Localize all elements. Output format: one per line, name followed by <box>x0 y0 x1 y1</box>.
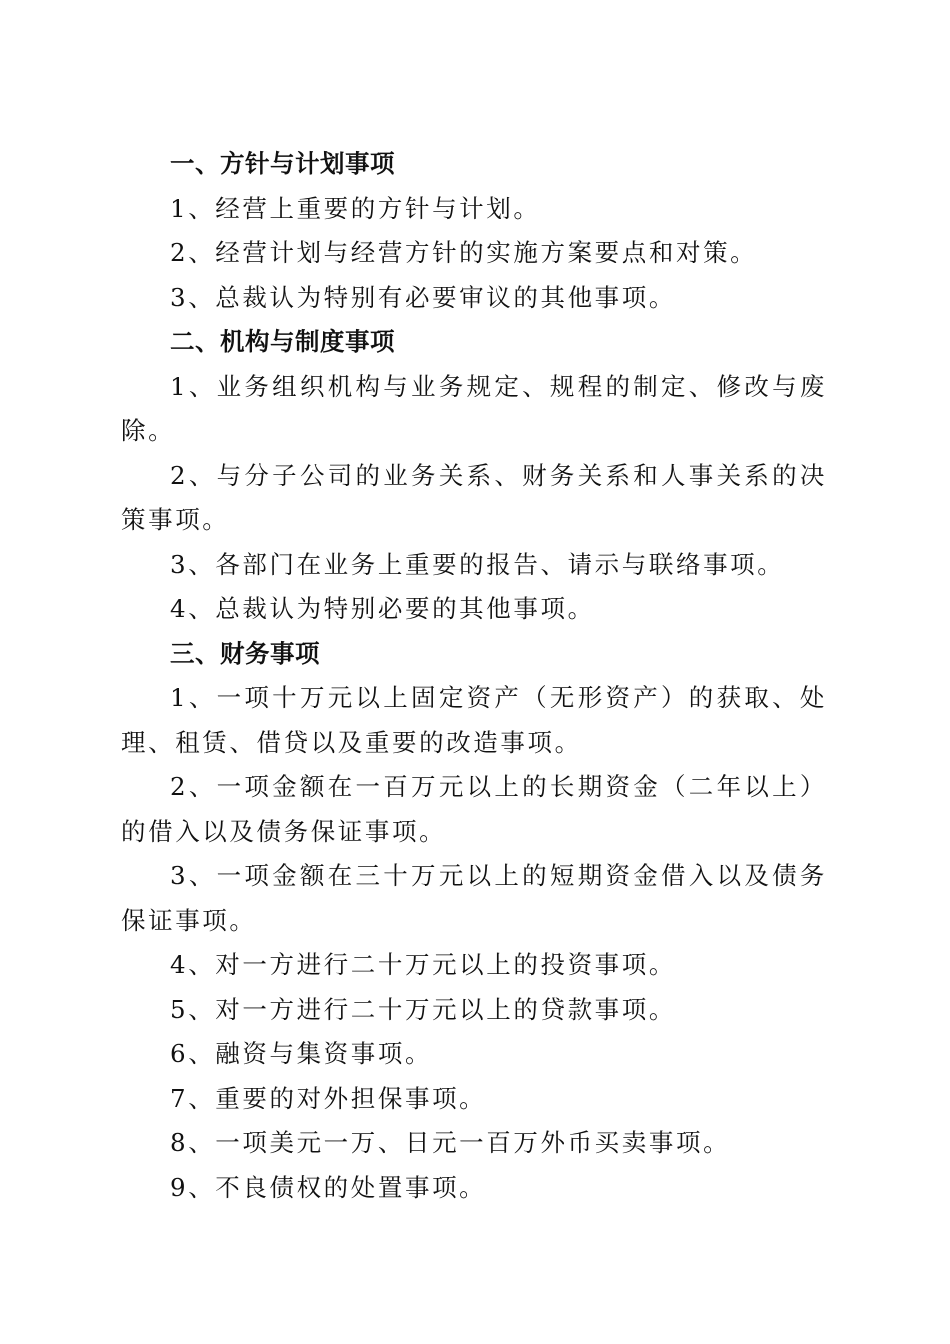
section-heading-organization: 二、机构与制度事项 <box>170 327 395 356</box>
list-item: 4、对一方进行二十万元以上的投资事项。 <box>170 950 676 979</box>
list-item: 8、一项美元一万、日元一百万外币买卖事项。 <box>170 1128 731 1157</box>
list-item: 9、不良债权的处置事项。 <box>170 1172 487 1202</box>
list-item: 2、与分子公司的业务关系、财务关系和人事关系的决策事项。 <box>121 460 827 534</box>
list-item: 1、一项十万元以上固定资产（无形资产）的获取、处理、租赁、借贷以及重要的改造事项。 <box>121 683 827 757</box>
list-item: 5、对一方进行二十万元以上的贷款事项。 <box>170 994 676 1024</box>
list-item: 6、融资与集资事项。 <box>170 1039 433 1068</box>
list-item: 3、一项金额在三十万元以上的短期资金借入以及债务保证事项。 <box>121 861 827 935</box>
list-item: 1、经营上重要的方针与计划。 <box>170 193 541 223</box>
document-body <box>121 142 827 1210</box>
list-item: 2、经营计划与经营方针的实施方案要点和对策。 <box>170 238 758 267</box>
section-heading-policy: 一、方针与计划事项 <box>170 149 395 178</box>
list-item: 4、总裁认为特别必要的其他事项。 <box>170 594 595 623</box>
list-item: 3、各部门在业务上重要的报告、请示与联络事项。 <box>170 549 785 579</box>
list-item: 1、业务组织机构与业务规定、规程的制定、修改与废除。 <box>121 371 827 445</box>
list-item: 3、总裁认为特别有必要审议的其他事项。 <box>170 282 676 312</box>
list-item: 2、一项金额在一百万元以上的长期资金（二年以上）的借入以及债务保证事项。 <box>121 772 827 846</box>
section-heading-finance: 三、财务事项 <box>170 638 320 668</box>
list-item: 7、重要的对外担保事项。 <box>170 1083 487 1113</box>
